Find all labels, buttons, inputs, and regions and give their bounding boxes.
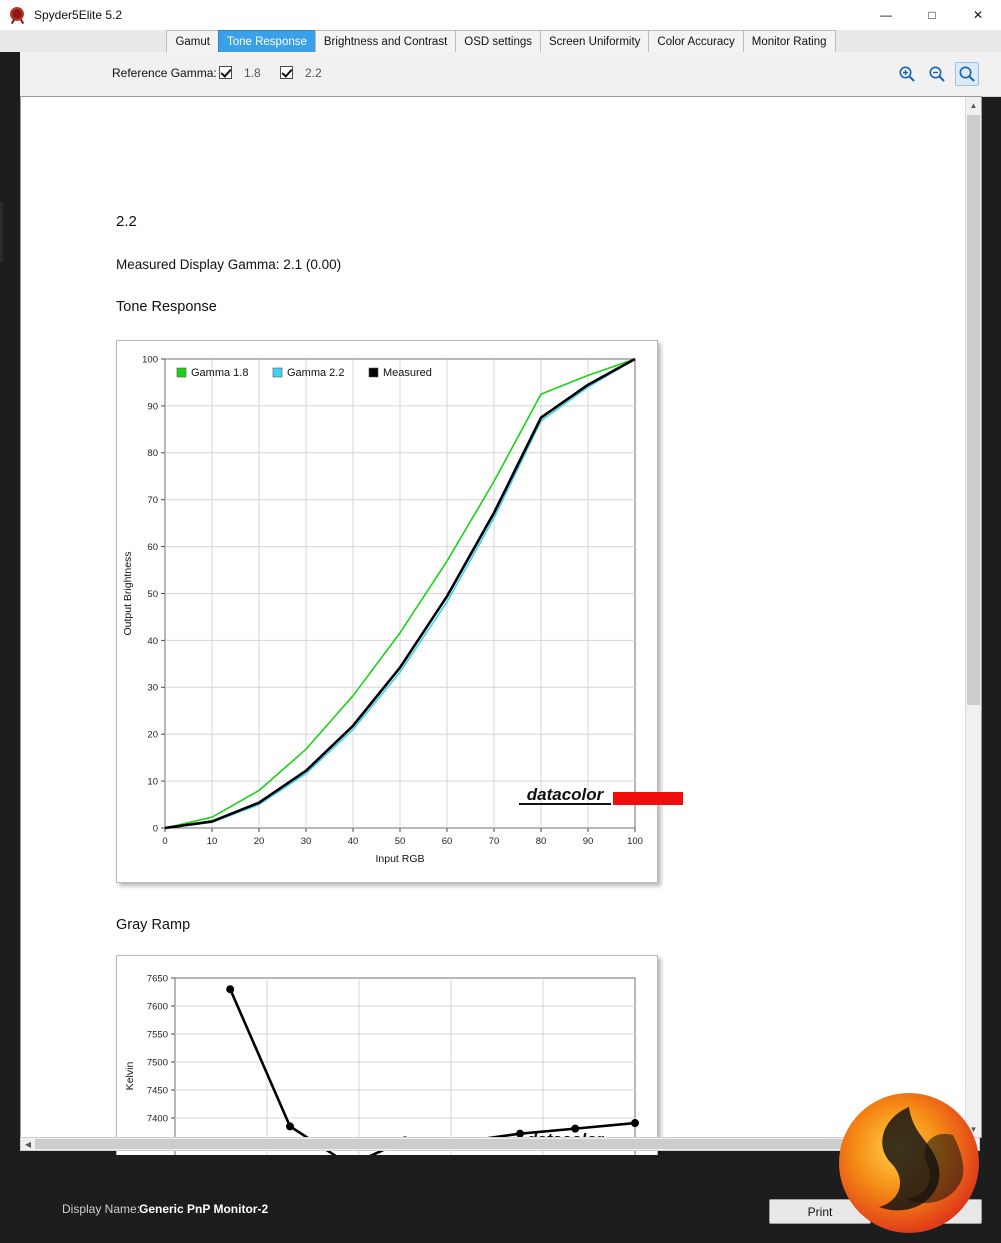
gamma-2-2-checkbox[interactable] — [280, 66, 293, 79]
toolbar — [0, 52, 1001, 97]
close-button[interactable]: ✕ — [972, 8, 984, 22]
zoom-fit-icon[interactable] — [955, 62, 979, 86]
svg-text:50: 50 — [147, 588, 158, 600]
tone-response-heading: Tone Response — [116, 299, 217, 315]
left-gutter — [0, 52, 20, 1152]
horizontal-scroll-thumb[interactable] — [35, 1139, 895, 1149]
tab-osd-settings[interactable]: OSD settings — [455, 30, 541, 52]
svg-text:70: 70 — [147, 495, 158, 507]
svg-text:7600: 7600 — [146, 1001, 168, 1013]
scroll-down-arrow[interactable]: ▼ — [969, 1124, 978, 1134]
print-button[interactable]: Print — [769, 1199, 871, 1224]
tone-response-plot — [117, 341, 655, 880]
svg-text:90: 90 — [582, 836, 594, 847]
svg-text:100: 100 — [142, 354, 158, 366]
tab-bar — [0, 30, 1001, 53]
svg-text:20: 20 — [253, 836, 265, 847]
scroll-up-arrow[interactable]: ▲ — [969, 100, 978, 110]
vertical-scrollbar[interactable] — [965, 97, 981, 1137]
svg-text:Measured: Measured — [383, 367, 432, 379]
title-bar — [0, 0, 1001, 31]
window-controls — [863, 0, 1001, 30]
svg-text:Gamma 2.2: Gamma 2.2 — [287, 367, 345, 379]
svg-text:30: 30 — [147, 682, 158, 694]
svg-text:0: 0 — [152, 823, 158, 835]
reference-gamma-label: Reference Gamma: — [112, 66, 217, 80]
svg-text:7650: 7650 — [146, 973, 168, 985]
window-title: Spyder5Elite 5.2 — [34, 8, 123, 22]
maximize-button[interactable]: □ — [928, 8, 936, 22]
report-page — [21, 97, 965, 1137]
svg-text:100: 100 — [627, 836, 643, 847]
tab-gamut[interactable]: Gamut — [166, 30, 219, 52]
svg-text:40: 40 — [147, 635, 158, 647]
vertical-scroll-thumb[interactable] — [967, 115, 980, 705]
svg-text:30: 30 — [300, 836, 312, 847]
minimize-button[interactable]: — — [880, 8, 892, 22]
svg-text:60: 60 — [441, 836, 453, 847]
tab-color-accuracy[interactable]: Color Accuracy — [648, 30, 743, 52]
svg-text:Output Brightness: Output Brightness — [122, 551, 134, 636]
gamma-1-8-label: 1.8 — [244, 66, 261, 80]
svg-text:10: 10 — [206, 836, 218, 847]
svg-text:80: 80 — [535, 836, 547, 847]
svg-text:50: 50 — [394, 836, 406, 847]
scroll-left-arrow[interactable]: ◀ — [24, 1139, 32, 1149]
kitguru-watermark-logo — [835, 1089, 983, 1237]
svg-text:20: 20 — [147, 729, 158, 741]
zoom-controls — [895, 62, 979, 86]
display-name-value: Generic PnP Monitor-2 — [139, 1202, 269, 1216]
measured-gamma-text: Measured Display Gamma: 2.1 (0.00) — [116, 257, 342, 272]
spyder-icon — [10, 7, 26, 23]
report-scroll-area[interactable] — [20, 96, 982, 1138]
tab-screen-uniformity[interactable]: Screen Uniformity — [540, 30, 649, 52]
svg-text:60: 60 — [147, 542, 158, 553]
zoom-in-icon[interactable] — [895, 62, 919, 86]
svg-text:7400: 7400 — [146, 1113, 168, 1125]
svg-text:80: 80 — [147, 448, 158, 460]
display-name-label: Display Name: — [62, 1202, 141, 1216]
tab-monitor-rating[interactable]: Monitor Rating — [743, 30, 836, 52]
svg-text:7450: 7450 — [146, 1085, 168, 1097]
tab-brightness-and-contrast[interactable]: Brightness and Contrast — [315, 30, 456, 52]
svg-text:10: 10 — [147, 776, 158, 788]
svg-text:Input RGB: Input RGB — [375, 853, 425, 865]
zoom-out-icon[interactable] — [925, 62, 949, 86]
svg-text:0: 0 — [162, 836, 168, 847]
svg-text:Kelvin: Kelvin — [124, 1061, 136, 1091]
gamma-heading: 2.2 — [116, 213, 137, 230]
tab-tone-response[interactable]: Tone Response — [218, 30, 316, 52]
gray-ramp-heading: Gray Ramp — [116, 917, 191, 933]
svg-text:90: 90 — [147, 401, 158, 413]
svg-text:datacolor: datacolor — [526, 785, 604, 804]
svg-text:7550: 7550 — [146, 1029, 168, 1041]
gamma-1-8-checkbox[interactable] — [219, 66, 232, 79]
svg-text:Gamma 1.8: Gamma 1.8 — [191, 367, 249, 379]
svg-text:7500: 7500 — [146, 1057, 168, 1069]
svg-text:70: 70 — [488, 836, 500, 847]
gamma-2-2-label: 2.2 — [305, 66, 322, 80]
tone-response-chart — [116, 340, 658, 883]
svg-text:40: 40 — [347, 836, 359, 847]
